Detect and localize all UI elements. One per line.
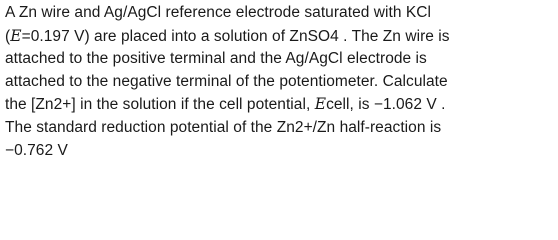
zinc-concentration-text: the [Zn2+] in the solution if the cell potential,	[5, 96, 315, 114]
question-text	[5, 2, 553, 162]
cell-potential-text: cell, is −1.062 V .	[326, 96, 446, 114]
question-line-2	[5, 25, 553, 49]
question-line-3: attached to the positive terminal and the Ag/AgCl electrode is	[5, 50, 427, 68]
question-line-4: attached to the negative terminal of the potentiometer. Calculate	[5, 72, 448, 90]
potential-symbol: E	[10, 26, 22, 45]
question-line-6: The standard reduction potential of the Zn2+/Zn half-reaction is	[5, 118, 442, 136]
question-line-5	[5, 93, 553, 117]
open-paren: (	[5, 27, 11, 45]
reference-potential-text: =0.197 V) are placed into a solution of ZnSO4 . The Zn wire is	[21, 27, 450, 45]
question-line-7: −0.762 V	[5, 141, 68, 159]
question-line-1: A Zn wire and Ag/AgCl reference electrode saturated with KCl	[5, 4, 432, 21]
cell-potential-symbol: E	[314, 95, 327, 114]
